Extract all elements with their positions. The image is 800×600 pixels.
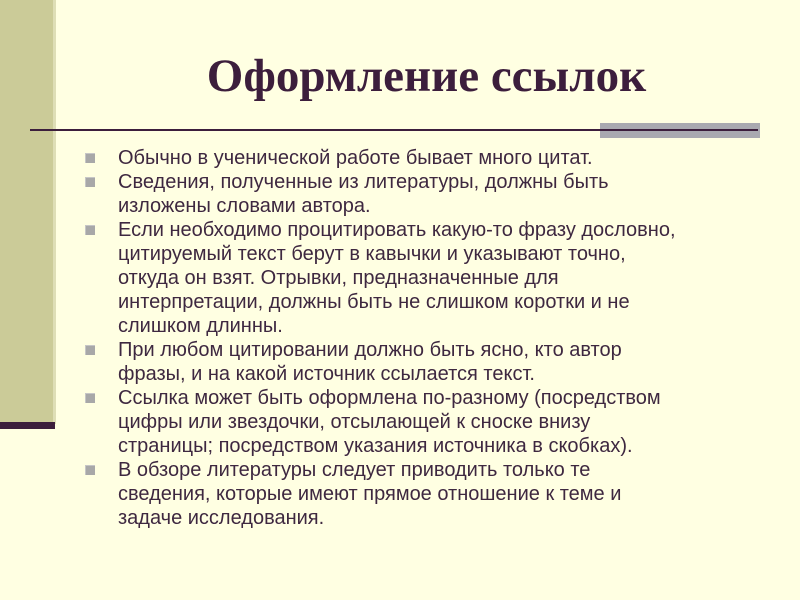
list-item: [85, 146, 775, 170]
bullet-text-line: фразы, и на какой источник ссылается текст.: [118, 363, 535, 385]
bullet-text-line: изложены словами автора.: [118, 195, 371, 217]
bullet-text-line: задаче исследования.: [118, 507, 325, 529]
bullet-text: [118, 386, 661, 458]
square-bullet-icon: [85, 177, 95, 187]
list-item: [85, 386, 775, 458]
bullet-text-line: страницы; посредством указания источника в скобках).: [118, 435, 633, 457]
bullet-text-line: интерпретации, должны быть не слишком коротки и не: [118, 291, 630, 313]
bullet-text: [118, 458, 621, 530]
list-item: [85, 218, 775, 338]
title-underline: [30, 129, 758, 131]
square-bullet-icon: [85, 465, 95, 475]
list-item: [85, 338, 775, 386]
bullet-text: [118, 170, 609, 218]
sidebar-accent-bar: [0, 422, 55, 429]
bullet-list: [85, 146, 775, 530]
square-bullet-icon: [85, 225, 95, 235]
square-bullet-icon: [85, 345, 95, 355]
square-bullet-icon: [85, 153, 95, 163]
bullet-text: [118, 338, 622, 386]
bullet-text-line: цитируемый текст берут в кавычки и указывают точно,: [118, 243, 626, 265]
bullet-text-line: Если необходимо процитировать какую-то фразу дословно,: [118, 219, 676, 241]
bullet-text: [118, 146, 593, 170]
square-bullet-icon: [85, 393, 95, 403]
sidebar-stripe: [0, 0, 56, 424]
bullet-text-line: цифры или звездочки, отсылающей к сноске внизу: [118, 411, 591, 433]
bullet-text-line: Ссылка может быть оформлена по-разному (посредством: [118, 387, 661, 409]
bullet-text-line: слишком длинны.: [118, 315, 283, 337]
page-title: Оформление ссылок: [206, 50, 647, 102]
bullet-text-line: Обычно в ученической работе бывает много цитат.: [118, 147, 593, 169]
bullet-text-line: Сведения, полученные из литературы, должны быть: [118, 171, 609, 193]
list-item: [85, 170, 775, 218]
bullet-text-line: В обзоре литературы следует приводить только те: [118, 459, 591, 481]
list-item: [85, 458, 775, 530]
bullet-text-line: При любом цитировании должно быть ясно, кто автор: [118, 339, 622, 361]
bullet-text: [118, 218, 676, 338]
bullet-text-line: сведения, которые имеют прямое отношение к теме и: [118, 483, 622, 505]
bullet-text-line: откуда он взят. Отрывки, предназначенные для: [118, 267, 559, 289]
